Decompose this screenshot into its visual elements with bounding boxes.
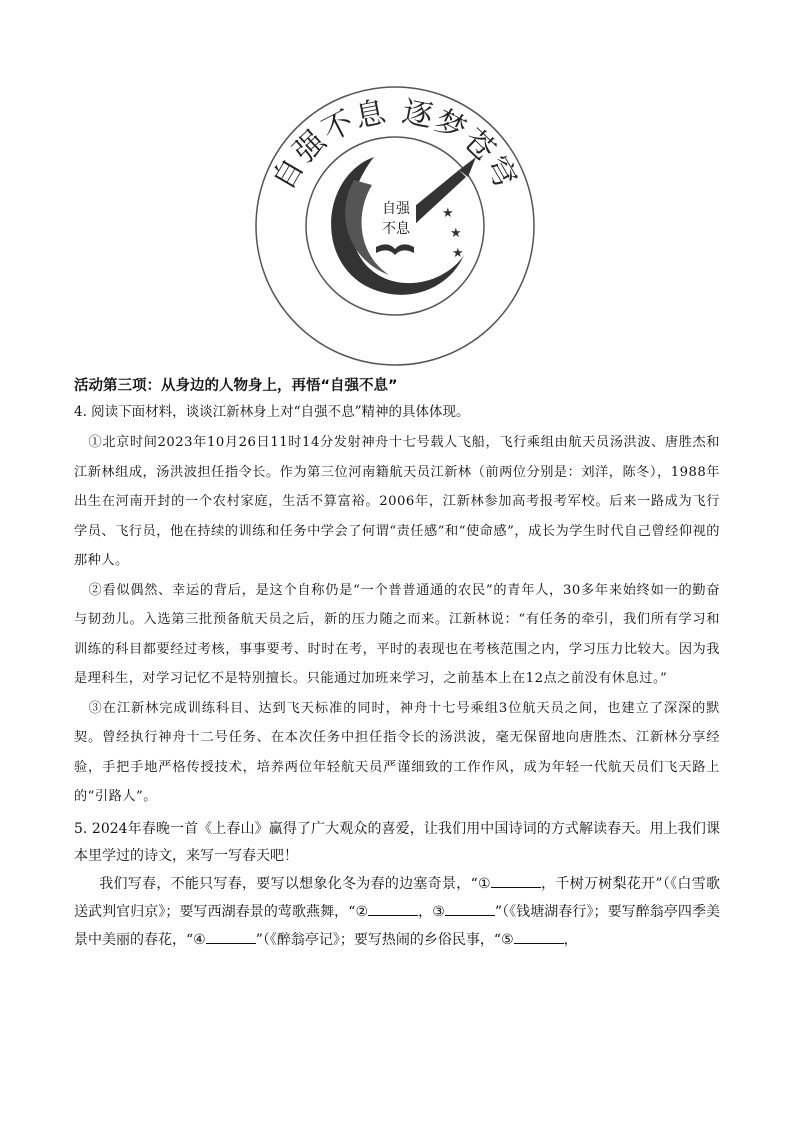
page-content — [74, 376, 720, 954]
activity-heading: 活动第三项：从身边的人物身上，再悟“自强不息” — [74, 378, 398, 394]
blank-1[interactable] — [491, 887, 541, 888]
emblem-center-text-1: 自强 — [382, 201, 410, 217]
emblem-center-text-2: 不息 — [382, 221, 410, 237]
emblem-star-icon: ★ — [450, 226, 462, 241]
question-5-fill-paragraph — [74, 870, 720, 954]
blank-4-label: ④ — [193, 931, 206, 948]
blank-5-label: ⑤ — [501, 931, 514, 948]
blank-3[interactable] — [445, 915, 495, 916]
blank-2-label: ② — [355, 903, 369, 920]
fill-text-f: ， — [563, 931, 578, 948]
passage-paragraph-1: ①北京时间2023年10月26日11时14分发射神舟十七号载人飞船，飞行乘组由航天员汤洪波、唐胜杰和江新林组成，汤洪波担任指令长。作为第三位河南籍航天员江新林（前两位分别是：刘洋，陈冬），1988年出生在河南开封的一个农村家庭，生活不算富裕。2006年，江新林参加高考报考军校。后来一路成为飞行学员、飞行员，他在持续的训练和任务中学会了何谓“责任感”和“使命感”，成长为学生时代自己曾经仰视的那种人。 — [74, 435, 720, 568]
passage-paragraph-2: ②看似偶然、幸运的背后，是这个自称仍是“一个普普通通的农民”的青年人，30多年来始终如一的勤奋与韧劲儿。入选第三批预备航天员之后，新的压力随之而来。江新林说：“有任务的牵引，我们所有学习和训练的科目都要经过考核，事事要考、时时在考，平时的表现也在考核范围之内，学习压力比较大。因为我是理科生，对学习记忆不是特别擅长。只能通过加班来学习，之前基本上在12点之前没有休息过。” — [74, 582, 720, 686]
emblem-star-icon: ★ — [452, 246, 464, 261]
emblem-arc-text: 自强不息 逐梦苍穹 — [265, 94, 525, 196]
blank-1-label: ① — [477, 875, 491, 892]
fill-text-c: ， — [418, 903, 433, 920]
emblem-book-icon — [376, 244, 414, 255]
blank-5[interactable] — [514, 943, 564, 944]
fill-text-e: ”（《醉翁亭记》；要写热闹的乡俗民事，“ — [255, 931, 502, 948]
blank-3-label: ③ — [432, 903, 445, 920]
question-4-prompt: 4. 阅读下面材料，谈谈江新林身上对“自强不息”精神的具体体现。 — [74, 404, 470, 420]
blank-4[interactable] — [206, 943, 256, 944]
fill-text-b: ，千树万树梨花开”（《白雪歌送武判官归京》；要写西湖春景的莺歌燕舞，“ — [74, 875, 720, 920]
fill-text-a: 我们写春，不能只写春，要写以想象化冬为春的边塞奇景，“ — [99, 875, 478, 892]
school-emblem — [254, 85, 536, 367]
question-5-prompt: 5. 2024年春晚一首《上春山》赢得了广大观众的喜爱，让我们用中国诗词的方式解读春天。用上我们课本里学过的诗文，来写一写春天吧！ — [74, 820, 720, 864]
blank-2[interactable] — [368, 915, 418, 916]
emblem-star-icon: ★ — [442, 206, 454, 221]
emblem-graphic — [254, 85, 536, 367]
passage-paragraph-3: ③在江新林完成训练科目、达到飞天标准的同时，神舟十七号乘组3位航天员之间，也建立了深深的默契。曾经执行神舟十二号任务、在本次任务中担任指令长的汤洪波，毫无保留地向唐胜杰、江新林分享经验，手把手地严格传授技术，培养两位年轻航天员严谨细致的工作作风，成为年轻一代航天员们飞天路上的“引路人”。 — [74, 700, 720, 804]
fill-text-d: ”（《钱塘湖春行》；要写醉翁亭四季美景中美丽的春花，“ — [74, 903, 721, 948]
